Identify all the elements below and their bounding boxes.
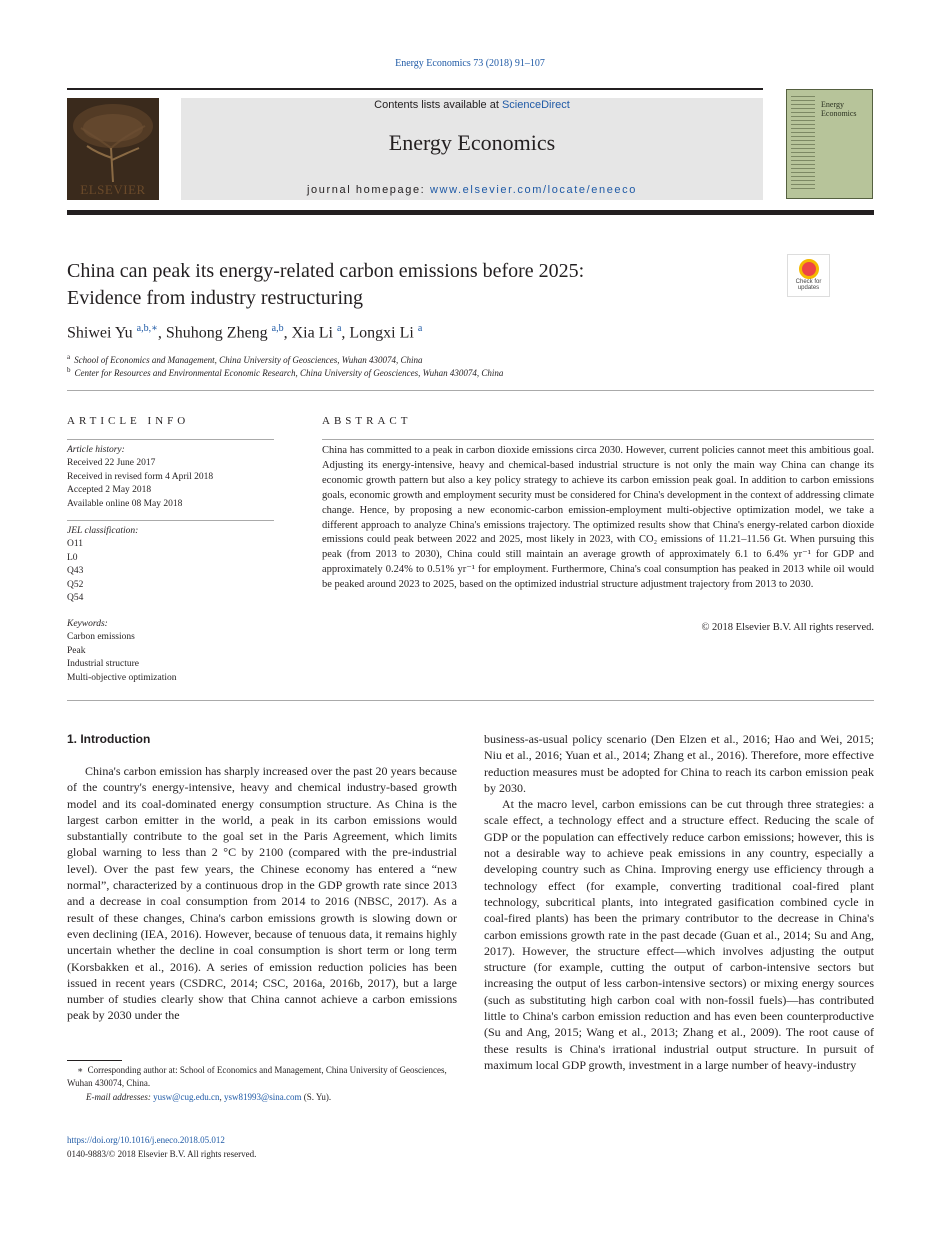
crossmark-icon xyxy=(799,259,819,279)
author: Shuhong Zheng xyxy=(165,324,268,342)
divider xyxy=(322,439,874,440)
journal-banner xyxy=(181,98,763,200)
jel-label: JEL classification: xyxy=(67,526,139,536)
footnote-mark: ∗ xyxy=(77,1065,84,1075)
article-title xyxy=(67,258,767,312)
publisher-wordmark: ELSEVIER xyxy=(80,182,146,197)
history-label: Article history: xyxy=(67,445,125,455)
abstract-text: China has committed to a peak in carbon dioxide emissions circa 2030. However, current policies cannot meet this ambitious goal. Adjusting its energy-intensive, heavy and chemical-based industrial structure is not only the main way China can change its economic growth pattern but also a key policy strategy to achieve its carbon emission peak goal. In addition to carbon emissions goals, economic growth and employment security must be considered for China's development in the context of addressing climate change. Hence, by proposing a new economic-carbon emission-employment multi-objective optimization model, we take a different approach to analyze China's emissions trajectory. The optimized results show that China's energy-related carbon dioxide emissions could peak between 2022 and 2025, most likely in 2023, with CO₂ emissions of 11.21–11.56 Gt. When pursuing this peak (from 2013 to 2030), China could still maintain an average growth of approximately 6.1 to 6.4% yr⁻¹ for GDP and approximately 0.24% to 0.51% yr⁻¹ for employment. Furthermore, China's coal consumption has peaked in 2013 while oil would be peaked around 2023 to 2025, based on the optimized industrial structure adjustment trajectory from 2013 to 2030. xyxy=(322,445,874,591)
jel-code: Q52 xyxy=(67,579,84,590)
affiliation-mark: a xyxy=(67,353,71,361)
author: Shiwei Yu xyxy=(67,324,133,342)
jel-classification xyxy=(67,525,274,605)
check-for-updates-button[interactable] xyxy=(787,254,830,297)
crossmark-label-2: updates xyxy=(797,285,820,291)
author: Longxi Li xyxy=(349,324,414,342)
history-item: Available online 08 May 2018 xyxy=(67,498,183,509)
jel-code: O11 xyxy=(67,539,84,550)
cover-title: Energy Economics xyxy=(821,100,857,118)
title-line-2: Evidence from industry restructuring xyxy=(67,287,364,309)
elsevier-logo xyxy=(67,98,159,200)
divider xyxy=(67,520,274,521)
keyword: Carbon emissions xyxy=(67,632,135,643)
contents-line xyxy=(181,99,763,111)
journal-name: Energy Economics xyxy=(388,130,556,155)
section-heading: 1. Introduction xyxy=(67,732,151,746)
corresponding-footnote xyxy=(67,1064,457,1091)
jel-code: Q54 xyxy=(67,593,84,604)
affiliation-mark: b xyxy=(67,366,71,374)
history-item: Received in revised form 4 April 2018 xyxy=(67,471,214,482)
keyword: Industrial structure xyxy=(67,659,140,670)
keywords xyxy=(67,618,274,685)
contents-prefix: Contents lists available at xyxy=(374,99,502,111)
affiliation xyxy=(67,353,423,365)
abstract-heading: ABSTRACT xyxy=(322,415,412,427)
email-suffix: (S. Yu). xyxy=(303,1092,332,1102)
history-item: Received 22 June 2017 xyxy=(67,458,156,469)
jel-code: L0 xyxy=(67,552,78,563)
journal-cover-thumbnail[interactable] xyxy=(786,89,873,199)
homepage-link[interactable]: www.elsevier.com/locate/eneeco xyxy=(430,184,637,196)
author-affil-link[interactable]: a xyxy=(417,323,423,334)
body-paragraph: China's carbon emission has sharply increased over the past 20 years because of the country's energy-intensive, heavy and chemical industry-based growth model and its coal-dominated energy consumption structure. As China is the largest carbon emitter in the world, a peak in its carbon emissions would substantially contribute to the goal set in the Paris Agreement, which limits global warning to less than 2 °C by 2100 (compared with the pre-industrial level). Over the past few years, the Chinese economy has entered a “new normal”, characterized by a continuous drop in the GDP growth rate since 2013 and a decrease in coal consumption from 2014 to 2016 (NBSC, 2017). As a result of these changes, China's carbon emissions growth is slowing down or even declining (IEA, 2016). However, because of tenuous data, it remains highly uncertain whether the decline in coal consumption is short term or long term (Korsbakken et al., 2016). A series of emission reduction policies has been issued in recent years (CSDRC, 2014; CSC, 2016a, 2016b, 2017), but a large number of studies clearly show that China cannot achieve a carbon emissions peak by 2030 under the xyxy=(67,764,457,1023)
issn-line: 0140-9883/© 2018 Elsevier B.V. All rights reserved. xyxy=(67,1149,257,1159)
author: Xia Li xyxy=(291,324,333,342)
crossmark-label-1: Check for xyxy=(795,279,822,285)
keyword: Peak xyxy=(67,645,86,656)
left-column xyxy=(67,763,457,1024)
title-line-1: China can peak its energy-related carbon emissions before 2025: xyxy=(67,260,585,282)
tree-logo-icon xyxy=(67,98,159,184)
header-thick-rule xyxy=(67,210,874,215)
article-info-heading: ARTICLE INFO xyxy=(67,415,190,427)
email-link[interactable]: yusw@cug.edu.cn xyxy=(153,1092,220,1102)
author-list xyxy=(67,323,422,342)
author-affil-link[interactable]: a,b xyxy=(271,323,284,334)
article-history xyxy=(67,444,274,511)
divider xyxy=(67,439,274,440)
abstract-copyright: © 2018 Elsevier B.V. All rights reserved. xyxy=(701,622,874,633)
right-column xyxy=(484,731,874,1073)
affiliation-text: Center for Resources and Environmental Economic Research, China University of Geosciences, Wuhan 430074, China xyxy=(74,368,504,378)
divider xyxy=(67,390,874,391)
keywords-label: Keywords: xyxy=(67,619,108,629)
jel-code: Q43 xyxy=(67,566,84,577)
body-paragraph: business-as-usual policy scenario (Den Elzen et al., 2016; Hao and Wei, 2015; Niu et al., 2016; Yuan et al., 2014; Zhang et al., 2016). Therefore, more effective reduction measures must be adopted for China to reach its carbon emission peak by 2030. xyxy=(484,732,874,795)
author-affil-link[interactable]: a,b,∗ xyxy=(136,323,158,334)
footnote-text: Corresponding author at: School of Economics and Management, China University of Geosciences, Wuhan 430074, China. xyxy=(67,1065,447,1089)
journal-reference[interactable]: Energy Economics 73 (2018) 91–107 xyxy=(395,58,545,69)
author-separator: , xyxy=(341,324,350,342)
footnote-rule xyxy=(67,1060,122,1061)
author-affil-link[interactable]: a xyxy=(336,323,342,334)
divider xyxy=(67,700,874,701)
body-paragraph: At the macro level, carbon emissions can be cut through three strategies: a scale effect, a technology effect and a structure effect. Reducing the scale of GDP or the population can effectively reduce carbon emissions; however, this is not a desirable way to achieve peak emissions in any country, especially a developing country such as China. Improving energy use efficiency through a technology effect (for example, converting traditional coal-fired plant technology, subcritical plants, into integrated gasification combined cycle in coal-fired plants) has been the primary contributor to the decrease in China's carbon emissions growth rate in the past decade (Guan et al., 2014; Su and Ang, 2017). However, the structure effect—which involves adjusting the output structure (for example, cutting the output of carbon-intensive sectors but increasing the output of less carbon-intensive sectors) or mixing energy sources (such as substituting high carbon coal with non-fossil fuels)—has contributed little to China's carbon emission reduction and has even been counterproductive (Su and Ang, 2015; Wang et al., 2013; Zhang et al., 2009). The root cause of these results is China's irrational industrial output structure. In pursuit of maximum local GDP growth, investment in a large number of heavy-industry xyxy=(484,797,874,1072)
keyword: Multi-objective optimization xyxy=(67,672,177,683)
affiliation-text: School of Economics and Management, China University of Geosciences, Wuhan 430074, China xyxy=(74,355,423,365)
homepage-prefix: journal homepage: xyxy=(307,184,430,196)
email-label: E-mail addresses: xyxy=(86,1092,151,1102)
journal-homepage xyxy=(181,184,763,196)
doi-link[interactable]: https://doi.org/10.1016/j.eneco.2018.05.012 xyxy=(67,1135,225,1145)
history-item: Accepted 2 May 2018 xyxy=(67,485,152,496)
sciencedirect-link[interactable]: ScienceDirect xyxy=(501,99,570,111)
affiliation xyxy=(67,366,503,378)
header-rule xyxy=(67,88,763,90)
email-link[interactable]: ysw81993@sina.com xyxy=(223,1092,302,1102)
email-footnote: E-mail addresses: yusw@cug.edu.cn, ysw81993@sina.com (S. Yu). xyxy=(86,1092,332,1102)
author-separator: , xyxy=(283,324,292,342)
cover-text-lines xyxy=(791,96,815,192)
author-separator: , xyxy=(157,324,166,342)
